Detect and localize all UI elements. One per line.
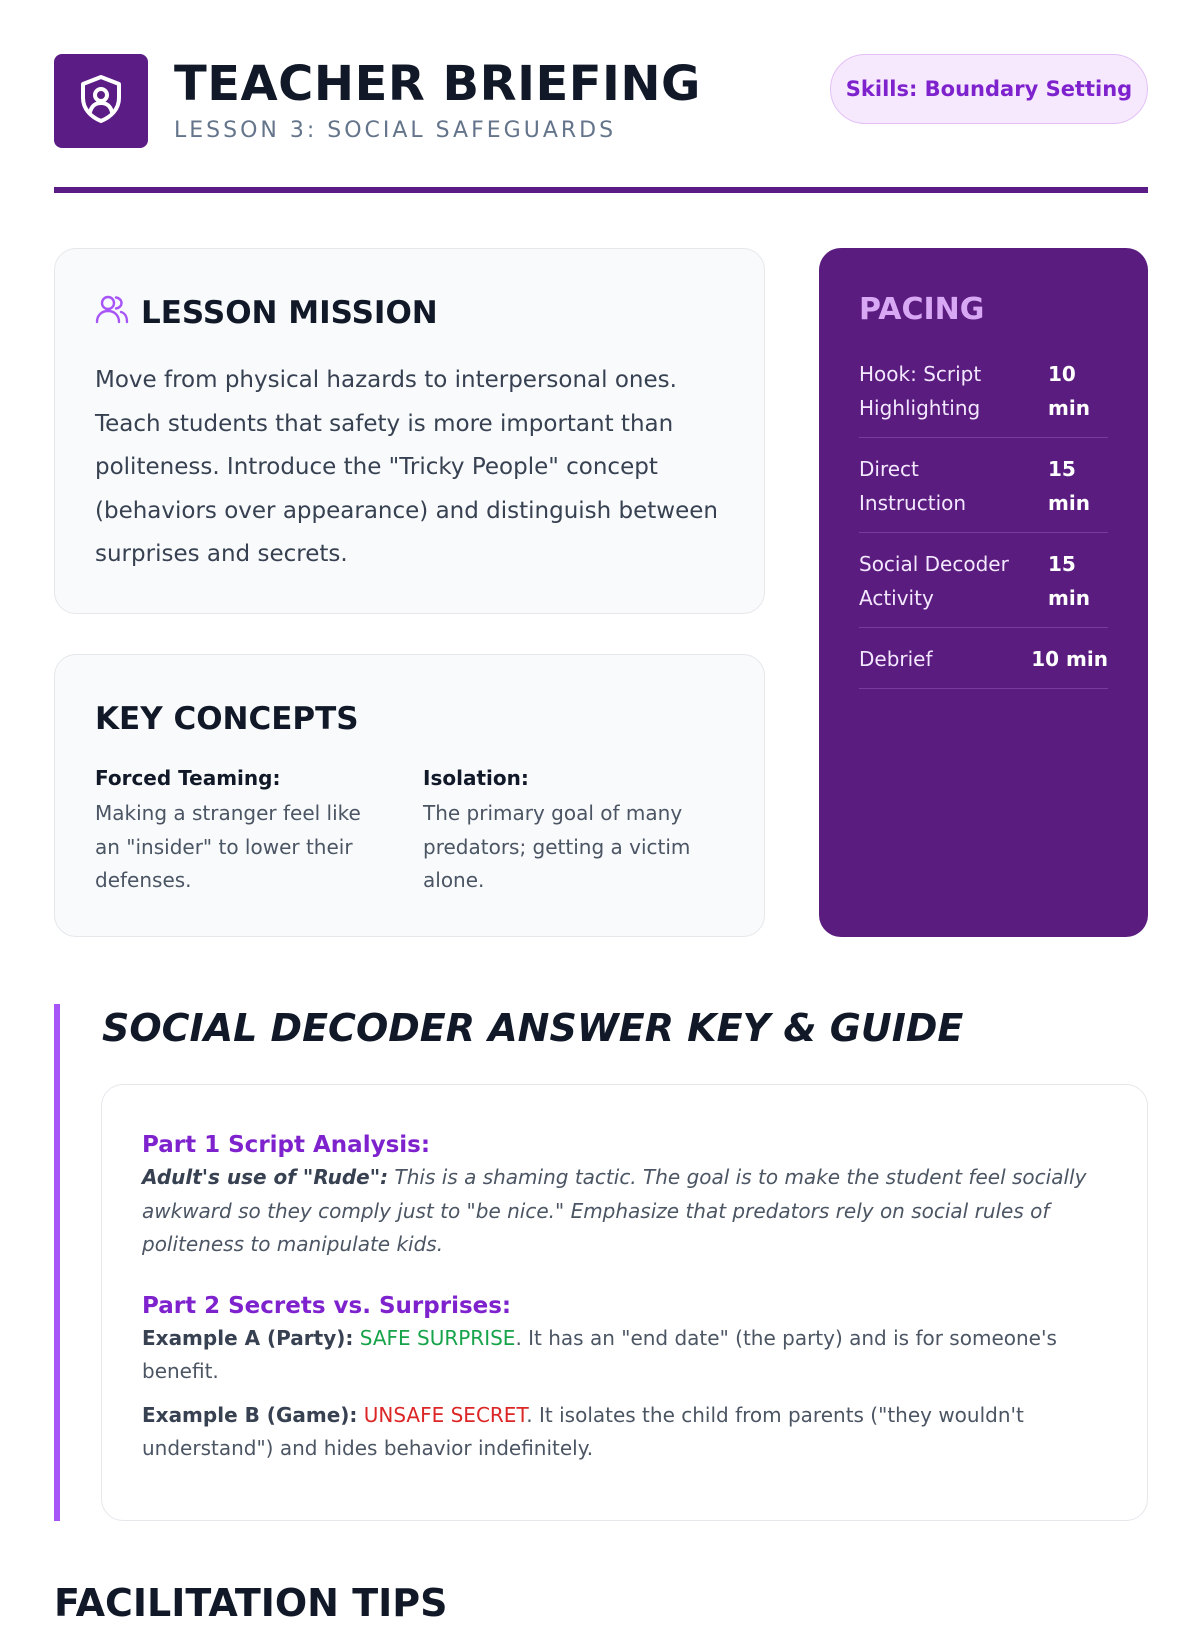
pacing-label: Direct Instruction [859,457,967,515]
concept-desc: The primary goal of many predators; getting a victim alone. [423,801,691,892]
pacing-panel [819,248,1148,937]
mission-heading-row [95,293,724,333]
part1-lead: Adult's use of "Rude": [142,1165,389,1189]
mission-heading: LESSON MISSION [141,295,438,331]
concept-item [95,763,383,898]
part1-body: This is a shaming tactic. The goal is to make the student feel socially awkward so they comply just to "be nice." Emphasize that predators rely on social rules of politeness to manipulate kids. [142,1165,1087,1256]
concept-term: Isolation: [423,766,529,790]
header-divider [54,187,1148,193]
concepts-heading: KEY CONCEPTS [95,701,359,737]
pacing-heading: PACING [859,292,985,327]
users-icon [95,293,129,333]
example-a-lead: Example A (Party): [142,1325,354,1350]
example-a-body: . It has an "end date" (the party) and is for someone's benefit. [142,1325,1057,1383]
logo [54,54,148,148]
pacing-time: 10 min [1031,647,1108,671]
lesson-mission-card [54,248,765,614]
pacing-time: 15 min [1048,457,1090,515]
page-subtitle: LESSON 3: SOCIAL SAFEGUARDS [174,118,617,143]
concept-term: Forced Teaming: [95,766,281,790]
pacing-time: 15 min [1048,552,1090,610]
pacing-row [859,452,1108,533]
pacing-label: Debrief [859,647,933,671]
facilitation-tips-heading: FACILITATION TIPS [54,1581,448,1625]
shield-user-icon [78,74,124,128]
part2-example-a [142,1322,1107,1389]
key-concepts-card [54,654,765,937]
part2-title: Part 2 Secrets vs. Surprises: [142,1292,512,1319]
concepts-grid [95,763,724,898]
pacing-row [859,357,1108,438]
page-title: TEACHER BRIEFING [174,56,701,112]
safe-surprise-tag: SAFE SURPRISE [359,1325,516,1350]
answer-key-card [101,1084,1148,1521]
pacing-row [859,547,1108,628]
concept-item [423,763,711,898]
answer-key-title: SOCIAL DECODER ANSWER KEY & GUIDE [102,1006,964,1050]
part2-example-b [142,1399,1107,1466]
page-header [54,54,1148,194]
pacing-label: Hook: Script Highlighting [859,362,982,420]
mission-text: Move from physical hazards to interpersonal ones. Teach students that safety is more important than politeness. Introduce the "Tricky People" concept (behaviors over appearance) and distinguish between surprises and secrets. [95,367,718,567]
example-b-body: . It isolates the child from parents ("they wouldn't understand") and hides behavior indefinitely. [142,1402,1024,1460]
pacing-row [859,642,1108,689]
example-b-lead: Example B (Game): [142,1402,358,1427]
pacing-time: 10 min [1048,362,1090,420]
concept-desc: Making a stranger feel like an "insider" to lower their defenses. [95,801,361,892]
pacing-list [859,357,1108,689]
skills-badge: Skills: Boundary Setting [830,54,1148,124]
part1-text [142,1161,1107,1262]
answer-key-accent-bar [54,1004,60,1521]
part1-title: Part 1 Script Analysis: [142,1132,431,1158]
unsafe-secret-tag: UNSAFE SECRET [363,1402,527,1427]
pacing-label: Social Decoder Activity [859,552,1009,610]
